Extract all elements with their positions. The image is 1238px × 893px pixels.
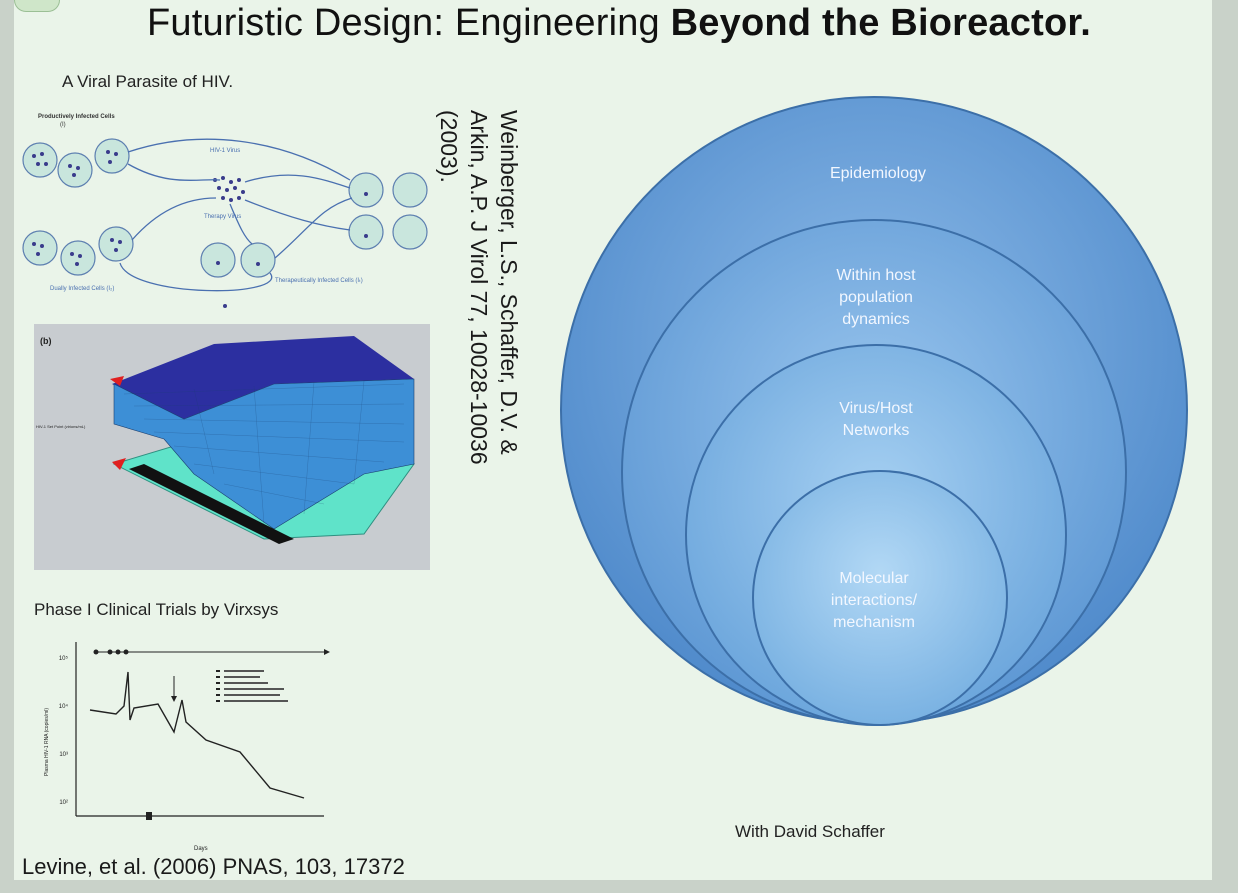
zlabel: HIV-1 Set Point (virions/mL) — [36, 424, 86, 429]
dual-cell — [61, 241, 95, 275]
viral-load-series — [90, 672, 304, 798]
viral-parasite-diagram — [20, 108, 430, 313]
ytick: 10² — [59, 800, 68, 806]
footnote-citation: Levine, et al. (2006) PNAS, 103, 17372 — [22, 854, 405, 879]
label-molecular-2: interactions/ — [830, 592, 918, 609]
target-cell — [349, 215, 383, 249]
therapy-cell — [241, 243, 275, 277]
label-molecular-1: Molecular — [839, 570, 909, 587]
label-dual: Dually Infected Cells (I₂) — [50, 286, 115, 292]
nested-scales-diagram — [556, 92, 1196, 732]
label-productive: Productively Infected Cells — [38, 114, 115, 120]
credit-text: With David Schaffer — [735, 822, 885, 841]
infected-cell — [58, 153, 92, 187]
label-networks-1: Virus/Host — [839, 400, 913, 417]
ytick: 10³ — [59, 752, 68, 758]
label-therapeutic: Therapeutically Infected Cells (Iₜ) — [275, 278, 363, 284]
surface-plot-3d — [34, 324, 430, 570]
title-regular: Futuristic Design: Engineering — [146, 2, 671, 44]
label-epidemiology: Epidemiology — [829, 165, 927, 182]
label-molecular-3: mechanism — [833, 614, 915, 631]
label-population-3: dynamics — [842, 311, 910, 328]
citation-line-3: (2003). — [436, 110, 462, 183]
therapy-cell — [201, 243, 235, 277]
citation-line-2: Arkin, A.P. J Virol 77, 10028-10036 — [466, 110, 492, 465]
figure1-caption: A Viral Parasite of HIV. — [62, 72, 234, 91]
citation-line-1: Weinberger, L.S., Schaffer, D.V. & — [496, 110, 522, 455]
label-population-1: Within host — [836, 267, 916, 284]
label-networks-2: Networks — [842, 422, 910, 439]
label-population-2: population — [839, 289, 913, 306]
label-productive-sub: (I) — [60, 122, 66, 128]
infected-cell — [95, 139, 129, 173]
dual-cell — [99, 227, 133, 261]
title-bold: Beyond the Bioreactor. — [670, 2, 1092, 44]
ytick: 10⁵ — [58, 656, 68, 662]
clinical-trial-chart — [34, 636, 334, 856]
target-cell — [393, 173, 427, 207]
panel-label-b: (b) — [40, 336, 52, 346]
target-cell — [349, 173, 383, 207]
figure3-caption: Phase I Clinical Trials by Virxsys — [34, 600, 279, 619]
xlabel: Days — [194, 846, 208, 852]
infected-cell — [23, 143, 57, 177]
label-therapy-virus: Therapy Virus — [204, 214, 242, 220]
ytick: 10⁴ — [58, 704, 68, 710]
target-cell — [393, 215, 427, 249]
slide-title — [0, 0, 1238, 46]
citation-vertical — [434, 110, 524, 550]
label-hiv-virus: HIV-1 Virus — [210, 148, 241, 154]
dual-cell — [23, 231, 57, 265]
ylabel: Plasma HIV-1 RNA (copies/ml) — [44, 707, 50, 776]
